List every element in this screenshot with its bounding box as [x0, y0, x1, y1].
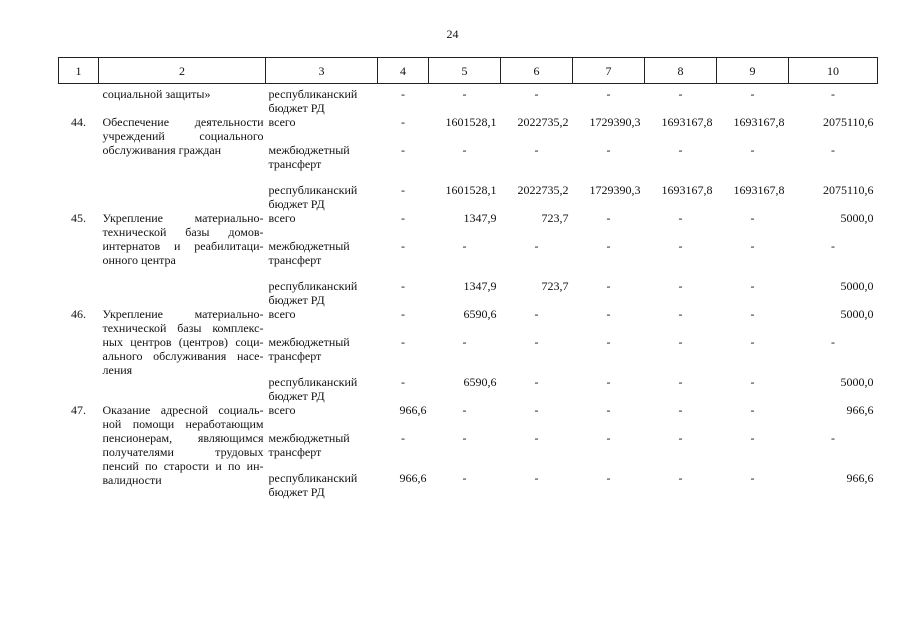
column-header-4: 4	[378, 58, 429, 84]
funding-source: всего	[268, 307, 296, 321]
funding-source: межбюджетный трансферт	[268, 431, 350, 459]
value-col-9: -	[750, 239, 755, 253]
value-col-4: -	[401, 211, 405, 225]
value-col-4: 966,6	[399, 471, 427, 485]
value-col-7: -	[606, 211, 611, 225]
value-col-6: -	[534, 471, 539, 485]
value-col-7: -	[606, 335, 611, 349]
value-col-10: 5000,0	[840, 211, 874, 225]
table-body	[59, 84, 878, 500]
value-col-6: -	[534, 431, 539, 445]
column-header-6: 6	[501, 58, 573, 84]
funding-source: всего	[268, 403, 296, 417]
value-col-7: -	[606, 431, 611, 445]
value-col-9: 1693167,8	[733, 183, 785, 197]
value-col-6: -	[534, 307, 539, 321]
value-col-4: -	[401, 375, 405, 389]
value-col-6: -	[534, 403, 539, 417]
value-col-10: -	[831, 431, 835, 445]
value-col-5: 1601528,1	[445, 115, 497, 129]
value-col-9: -	[750, 211, 755, 225]
value-col-8: -	[678, 143, 683, 157]
activity-name: Укрепление материально-технической базы домов-интернатов и реабилитаци-онного центра	[102, 211, 264, 267]
value-col-8: -	[678, 431, 683, 445]
value-col-5: -	[462, 471, 467, 485]
column-header-5: 5	[429, 58, 501, 84]
value-col-10: 2075110,6	[822, 115, 874, 129]
value-col-10: -	[831, 87, 835, 101]
funding-source: республиканский бюджет РД	[268, 87, 358, 115]
value-col-10: 966,6	[846, 403, 874, 417]
value-col-6: 2022735,2	[517, 183, 569, 197]
value-col-9: 1693167,8	[733, 115, 785, 129]
column-header-1: 1	[59, 58, 99, 84]
value-col-4: -	[401, 279, 405, 293]
value-col-7: -	[606, 87, 611, 101]
activity-name: Обеспечение деятельности учреждений социального обслуживания граждан	[102, 115, 264, 157]
value-col-7: -	[606, 279, 611, 293]
value-col-4: -	[401, 115, 405, 129]
value-col-10: -	[831, 143, 835, 157]
funding-source: республиканский бюджет РД	[268, 279, 358, 307]
value-col-4: -	[401, 183, 405, 197]
value-col-9: -	[750, 403, 755, 417]
funding-source: межбюджетный трансферт	[268, 239, 350, 267]
value-col-10: -	[831, 335, 835, 349]
value-col-8: -	[678, 403, 683, 417]
value-col-8: 1693167,8	[661, 183, 713, 197]
value-col-5: -	[462, 403, 467, 417]
value-col-9: -	[750, 279, 755, 293]
value-col-10: 5000,0	[840, 375, 874, 389]
column-header-8: 8	[645, 58, 717, 84]
value-col-8: -	[678, 239, 683, 253]
value-col-5: -	[462, 431, 467, 445]
funding-source: всего	[268, 115, 296, 129]
value-col-5: 1347,9	[463, 211, 497, 225]
value-col-7: -	[606, 471, 611, 485]
funding-source: республиканский бюджет РД	[268, 183, 358, 211]
column-header-10: 10	[789, 58, 878, 84]
value-col-9: -	[750, 375, 755, 389]
funding-source: республиканский бюджет РД	[268, 471, 358, 499]
column-header-9: 9	[717, 58, 789, 84]
funding-source: межбюджетный трансферт	[268, 143, 350, 171]
column-header-7: 7	[573, 58, 645, 84]
value-col-4: -	[401, 431, 405, 445]
budget-table	[58, 57, 878, 499]
value-col-6: -	[534, 87, 539, 101]
value-col-10: -	[831, 239, 835, 253]
activity-name: Оказание адресной социаль-ной помощи неработающим пенсионерам, являющимся получателями трудовых пенсий по старости и по ин-валидности	[102, 403, 264, 487]
value-col-8: 1693167,8	[661, 115, 713, 129]
value-col-5: 1601528,1	[445, 183, 497, 197]
funding-source: межбюджетный трансферт	[268, 335, 350, 363]
value-col-8: -	[678, 471, 683, 485]
value-col-6: -	[534, 375, 539, 389]
value-col-10: 2075110,6	[822, 183, 874, 197]
header-row	[59, 58, 878, 84]
table-row	[59, 211, 878, 239]
table-row	[59, 403, 878, 431]
value-col-6: -	[534, 143, 539, 157]
table-row	[59, 115, 878, 143]
value-col-6: -	[534, 335, 539, 349]
value-col-8: -	[678, 211, 683, 225]
value-col-7: 1729390,3	[589, 183, 641, 197]
value-col-7: -	[606, 403, 611, 417]
value-col-5: -	[462, 239, 467, 253]
value-col-8: -	[678, 335, 683, 349]
value-col-9: -	[750, 431, 755, 445]
value-col-7: 1729390,3	[589, 115, 641, 129]
row-number: 47.	[71, 403, 86, 417]
value-col-4: -	[401, 143, 405, 157]
value-col-8: -	[678, 375, 683, 389]
activity-name: социальной защиты»	[102, 87, 211, 101]
value-col-10: 5000,0	[840, 307, 874, 321]
value-col-8: -	[678, 307, 683, 321]
funding-source: республиканский бюджет РД	[268, 375, 358, 403]
value-col-10: 966,6	[846, 471, 874, 485]
value-col-5: -	[462, 87, 467, 101]
row-number: 46.	[71, 307, 86, 321]
value-col-9: -	[750, 143, 755, 157]
value-col-4: -	[401, 307, 405, 321]
value-col-7: -	[606, 239, 611, 253]
value-col-4: -	[401, 335, 405, 349]
value-col-6: 2022735,2	[517, 115, 569, 129]
table-row	[59, 307, 878, 335]
page-number: 24	[446, 27, 459, 41]
activity-name: Укрепление материально-технической базы комплекс-ных центров (центров) соци-ального обслуживания насе-ления	[102, 307, 264, 377]
value-col-4: -	[401, 239, 405, 253]
value-col-5: 6590,6	[463, 307, 497, 321]
value-col-9: -	[750, 307, 755, 321]
value-col-5: -	[462, 143, 467, 157]
value-col-4: -	[401, 87, 405, 101]
value-col-9: -	[750, 335, 755, 349]
value-col-10: 5000,0	[840, 279, 874, 293]
row-number	[59, 84, 99, 116]
value-col-8: -	[678, 279, 683, 293]
value-col-5: 1347,9	[463, 279, 497, 293]
value-col-8: -	[678, 87, 683, 101]
value-col-9: -	[750, 87, 755, 101]
value-col-4: 966,6	[399, 403, 427, 417]
value-col-6: 723,7	[541, 211, 569, 225]
value-col-9: -	[750, 471, 755, 485]
table-header	[59, 58, 878, 84]
value-col-6: -	[534, 239, 539, 253]
funding-source: всего	[268, 211, 296, 225]
value-col-6: 723,7	[541, 279, 569, 293]
column-header-2: 2	[99, 58, 266, 84]
value-col-7: -	[606, 143, 611, 157]
value-col-5: 6590,6	[463, 375, 497, 389]
value-col-7: -	[606, 375, 611, 389]
row-number: 45.	[71, 211, 86, 225]
value-col-5: -	[462, 335, 467, 349]
row-number: 44.	[71, 115, 86, 129]
table-row	[59, 84, 878, 116]
value-col-7: -	[606, 307, 611, 321]
column-header-3: 3	[266, 58, 378, 84]
